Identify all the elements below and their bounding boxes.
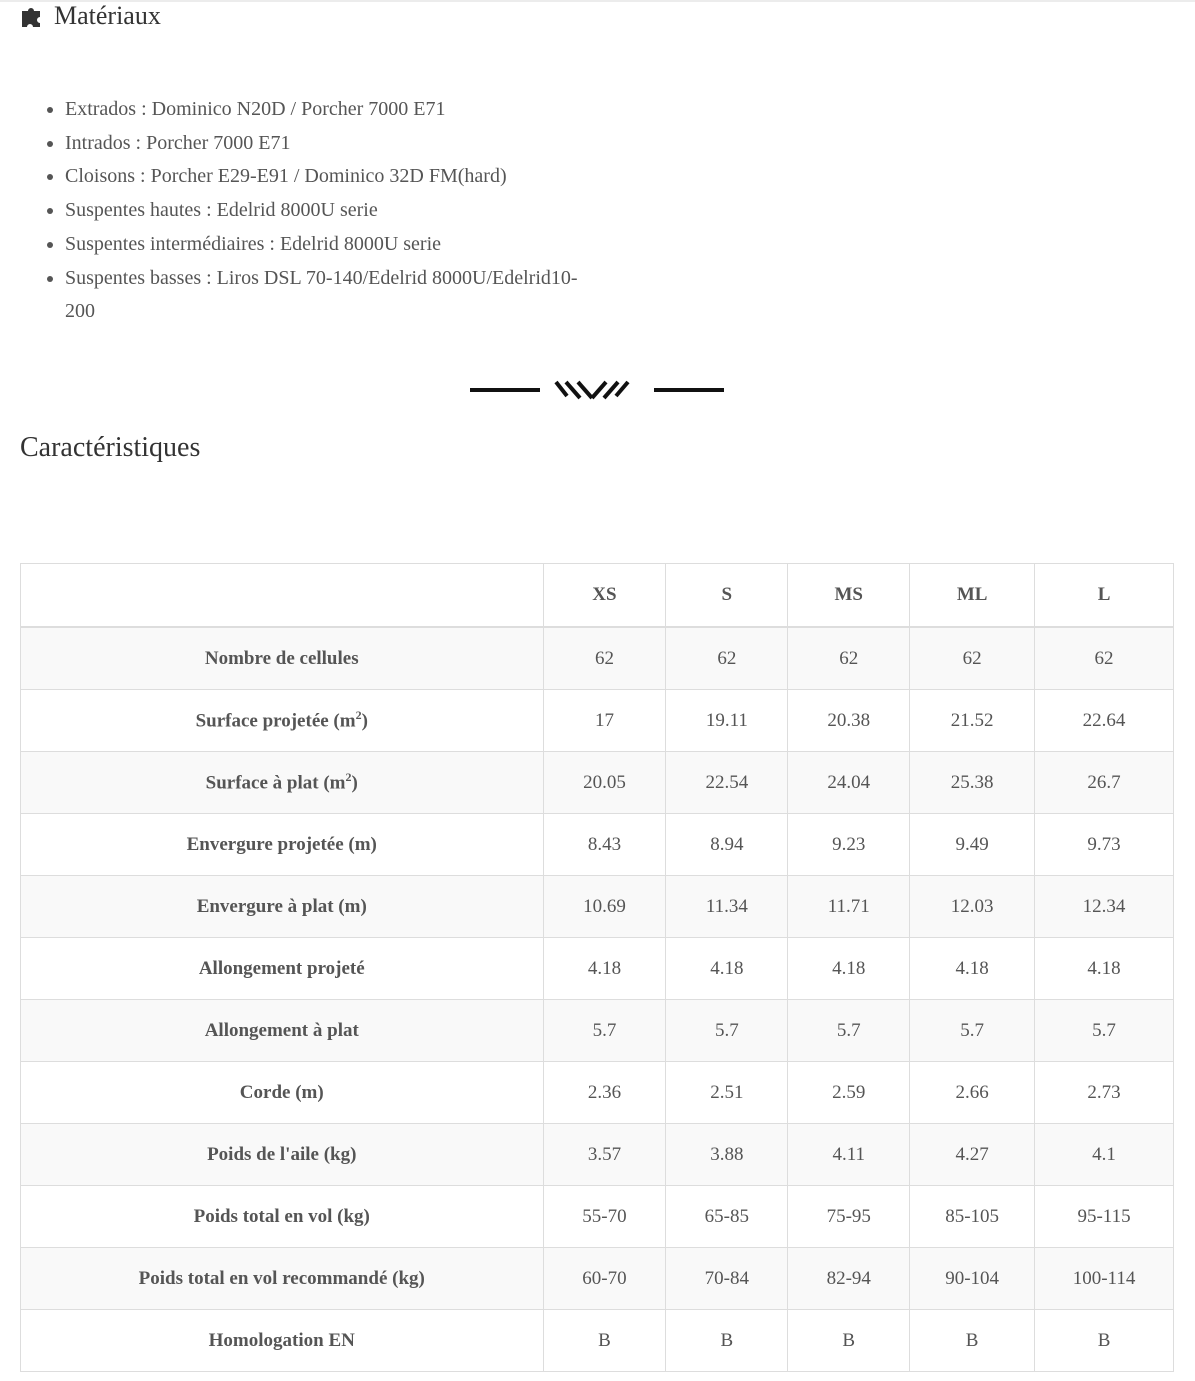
table-cell: 4.18 [543,938,666,1000]
table-cell: 11.34 [666,876,788,938]
row-label-text: Surface projetée (m [195,710,356,732]
table-cell: 62 [910,627,1035,690]
table-cell: 62 [666,627,788,690]
list-item: • Cloisons : Porcher E29-E91 / Dominico 32D FM(hard) [65,160,605,194]
table-row [21,1062,1174,1124]
table-cell: B [910,1310,1035,1372]
table-cell: 60-70 [543,1248,666,1310]
table-cell: 95-115 [1035,1186,1174,1248]
table-cell: 22.64 [1035,690,1174,752]
row-label [21,1062,544,1124]
table-cell: 4.11 [788,1124,910,1186]
table-header-row [21,564,1174,628]
table-cell: 5.7 [1035,1000,1174,1062]
table-row [21,1310,1174,1372]
table-cell: 25.38 [910,752,1035,814]
materials-heading [20,0,161,32]
list-item: • Suspentes basses : Liros DSL 70-140/Edelrid 8000U/Edelrid10-200 [65,262,605,329]
table-cell: 5.7 [788,1000,910,1062]
list-item: • Extrados : Dominico N20D / Porcher 7000 E71 [65,93,605,127]
table-cell: 12.34 [1035,876,1174,938]
size-header: MS [788,564,910,628]
table-cell: 26.7 [1035,752,1174,814]
row-label [21,1310,544,1372]
table-cell: 62 [543,627,666,690]
table-cell: 2.73 [1035,1062,1174,1124]
table-row [21,1248,1174,1310]
row-label-suffix: ) [361,710,368,732]
size-header: ML [910,564,1035,628]
table-cell: 2.51 [666,1062,788,1124]
row-label [21,1124,544,1186]
table-cell: 21.52 [910,690,1035,752]
puzzle-icon [20,3,46,29]
row-label-text: Envergure à plat (m) [196,895,367,917]
table-cell: 9.49 [910,814,1035,876]
table-cell: 4.18 [910,938,1035,1000]
row-label-superscript: 2 [355,708,362,723]
table-cell: 2.59 [788,1062,910,1124]
table-row [21,1186,1174,1248]
row-label [21,1000,544,1062]
row-label-text: Allongement projeté [198,957,365,979]
table-cell: 4.18 [666,938,788,1000]
table-cell: B [543,1310,666,1372]
table-cell: 65-85 [666,1186,788,1248]
table-row [21,938,1174,1000]
table-cell: 5.7 [910,1000,1035,1062]
table-cell: 8.43 [543,814,666,876]
table-cell: 10.69 [543,876,666,938]
row-label-text: Poids total en vol (kg) [193,1205,370,1227]
row-label [21,814,544,876]
characteristics-title: Caractéristiques [20,432,201,463]
table-row [21,690,1174,752]
row-label-text: Homologation EN [208,1329,355,1351]
table-cell: 5.7 [666,1000,788,1062]
table-cell: 22.54 [666,752,788,814]
materials-title: Matériaux [54,1,161,30]
table-cell: 82-94 [788,1248,910,1310]
table-cell: 2.36 [543,1062,666,1124]
list-item: • Suspentes intermédiaires : Edelrid 8000U serie [65,228,605,262]
size-header: S [666,564,788,628]
row-label [21,627,544,690]
size-header: XS [543,564,666,628]
table-row [21,1124,1174,1186]
table-cell: 9.73 [1035,814,1174,876]
specs-table [20,563,1174,1372]
table-cell: 19.11 [666,690,788,752]
row-label [21,690,544,752]
table-cell: 9.23 [788,814,910,876]
row-label-text: Surface à plat (m [205,772,346,794]
table-row [21,627,1174,690]
table-cell: 20.38 [788,690,910,752]
table-cell: 85-105 [910,1186,1035,1248]
size-header: L [1035,564,1174,628]
table-cell: 4.18 [1035,938,1174,1000]
row-label [21,1248,544,1310]
table-cell: 2.66 [910,1062,1035,1124]
table-cell: 20.05 [543,752,666,814]
table-row [21,876,1174,938]
row-label-suffix: ) [351,772,358,794]
table-cell: 90-104 [910,1248,1035,1310]
table-row [21,814,1174,876]
table-cell: 4.27 [910,1124,1035,1186]
table-cell: B [1035,1310,1174,1372]
header-empty-cell [21,564,544,628]
top-border [0,0,1195,2]
table-cell: B [788,1310,910,1372]
table-row [21,1000,1174,1062]
materials-list [20,93,605,329]
row-label [21,752,544,814]
table-cell: 24.04 [788,752,910,814]
table-row [21,752,1174,814]
table-cell: 8.94 [666,814,788,876]
table-cell: 75-95 [788,1186,910,1248]
row-label-text: Allongement à plat [204,1019,359,1041]
row-label-text: Nombre de cellules [204,647,359,669]
table-cell: 62 [788,627,910,690]
table-cell: 62 [1035,627,1174,690]
table-cell: 55-70 [543,1186,666,1248]
table-cell: 17 [543,690,666,752]
table-cell: 4.1 [1035,1124,1174,1186]
table-cell: 5.7 [543,1000,666,1062]
row-label-superscript: 2 [345,770,352,785]
decorative-divider [468,374,728,406]
row-label-text: Poids total en vol recommandé (kg) [138,1267,425,1289]
list-item: • Intrados : Porcher 7000 E71 [65,127,605,161]
row-label-text: Poids de l'aile (kg) [207,1143,357,1165]
table-cell: 3.88 [666,1124,788,1186]
table-body [21,627,1174,1372]
row-label [21,938,544,1000]
table-cell: 100-114 [1035,1248,1174,1310]
row-label [21,1186,544,1248]
table-cell: 70-84 [666,1248,788,1310]
list-item: • Suspentes hautes : Edelrid 8000U serie [65,194,605,228]
row-label-text: Envergure projetée (m) [186,833,377,855]
table-cell: 4.18 [788,938,910,1000]
row-label [21,876,544,938]
table-cell: 11.71 [788,876,910,938]
table-cell: 3.57 [543,1124,666,1186]
table-cell: B [666,1310,788,1372]
row-label-text: Corde (m) [239,1081,324,1103]
table-cell: 12.03 [910,876,1035,938]
